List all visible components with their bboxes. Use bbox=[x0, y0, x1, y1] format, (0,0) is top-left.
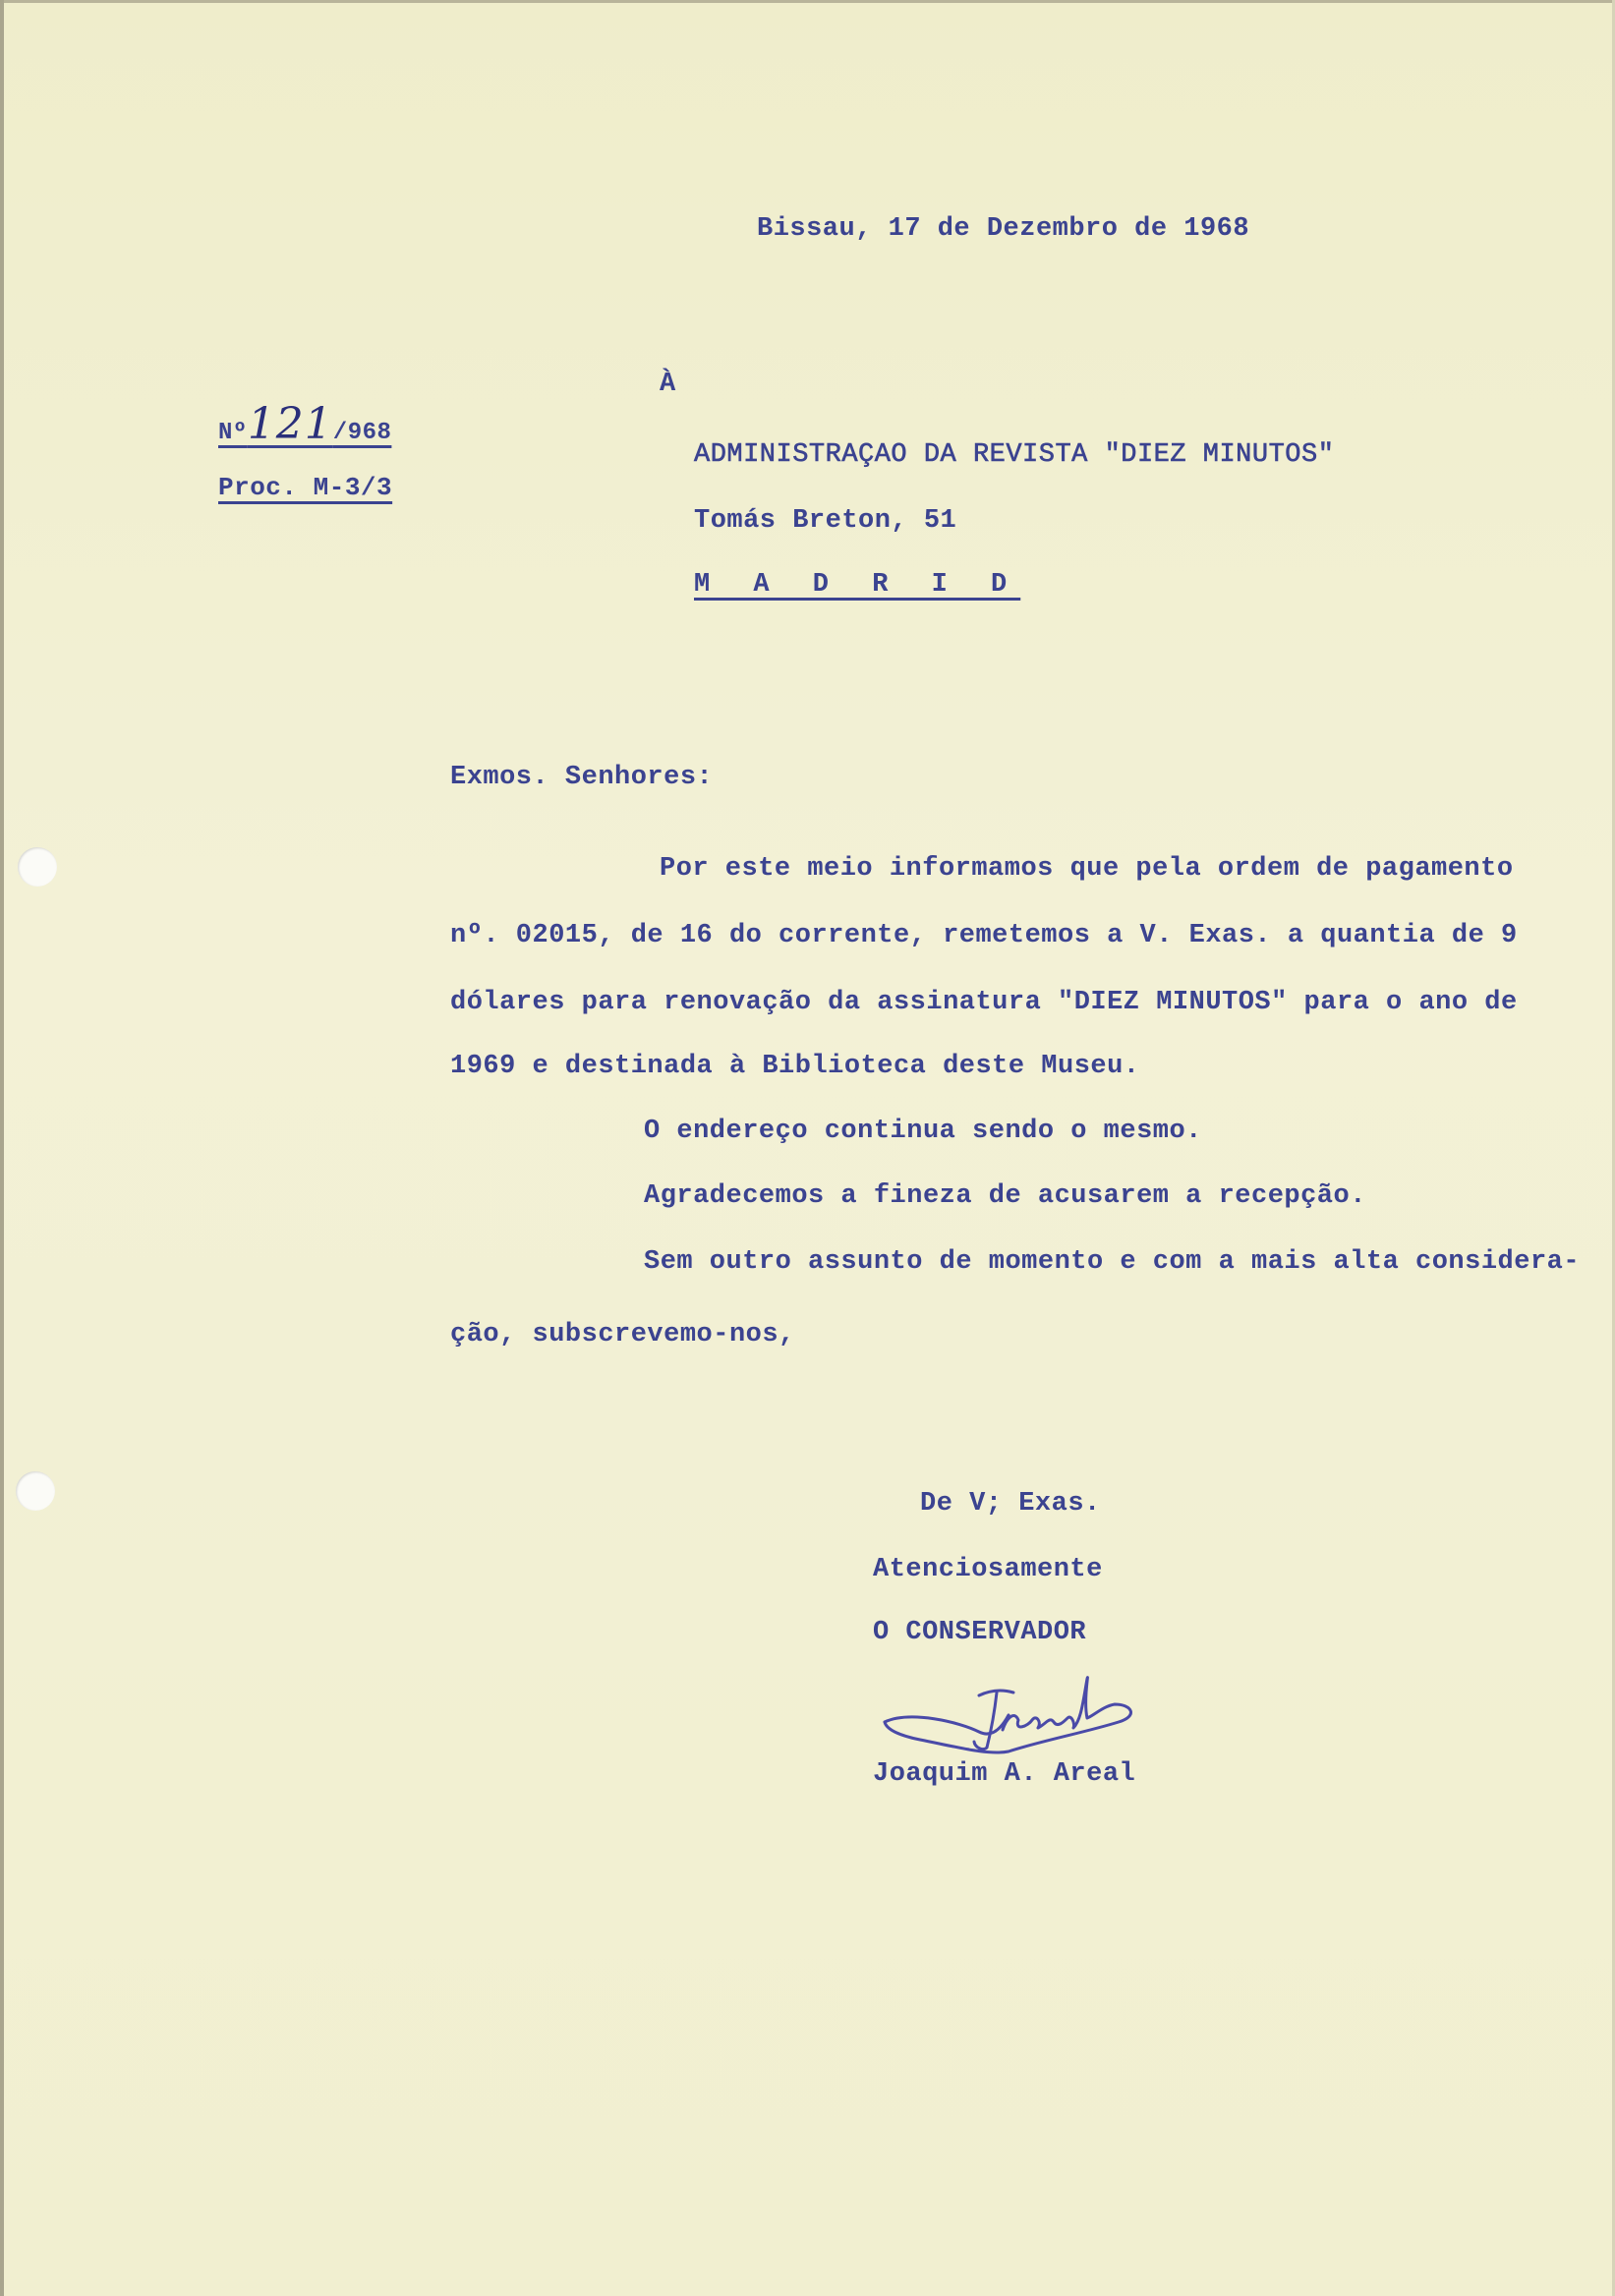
salutation: Exmos. Senhores: bbox=[450, 763, 714, 792]
reference-number bbox=[218, 399, 392, 449]
recipient-to: À bbox=[660, 370, 676, 399]
process-reference: Proc. M-3/3 bbox=[218, 473, 393, 502]
body-line: nº. 02015, de 16 do corrente, remetemos a V. Exas. a quantia de 9 bbox=[450, 921, 1518, 950]
recipient-city: M A D R I D bbox=[694, 570, 1021, 600]
body-line: dólares para renovação da assinatura "DIEZ MINUTOS" para o ano de bbox=[450, 988, 1518, 1017]
recipient-name: ADMINISTRAÇAO DA REVISTA "DIEZ MINUTOS" bbox=[694, 440, 1335, 470]
reference-number-prefix: Nº bbox=[218, 420, 248, 446]
recipient-street: Tomás Breton, 51 bbox=[694, 506, 957, 536]
reference-number-suffix: /968 bbox=[332, 420, 392, 446]
body-line: ção, subscrevemo-nos, bbox=[450, 1320, 795, 1349]
page-edge-top bbox=[0, 0, 1615, 3]
body-line: O endereço continua sendo o mesmo. bbox=[644, 1117, 1202, 1146]
reference-number-handwritten: 121 bbox=[247, 399, 333, 449]
punch-hole-icon bbox=[16, 1471, 55, 1511]
closing-line: De V; Exas. bbox=[920, 1489, 1101, 1519]
handwritten-signature-icon bbox=[881, 1661, 1156, 1759]
signatory-name: Joaquim A. Areal bbox=[873, 1759, 1136, 1789]
closing-line: Atenciosamente bbox=[873, 1555, 1103, 1584]
punch-hole-icon bbox=[18, 847, 57, 887]
body-line: Agradecemos a fineza de acusarem a recepção. bbox=[644, 1181, 1366, 1211]
place-date: Bissau, 17 de Dezembro de 1968 bbox=[757, 214, 1250, 244]
signatory-title: O CONSERVADOR bbox=[873, 1618, 1087, 1647]
body-line: Por este meio informamos que pela ordem de pagamento bbox=[660, 854, 1514, 884]
body-line: 1969 e destinada à Biblioteca deste Museu. bbox=[450, 1052, 1140, 1081]
page-edge-left bbox=[0, 0, 4, 2296]
body-line: Sem outro assunto de momento e com a mais alta considera- bbox=[644, 1247, 1581, 1277]
